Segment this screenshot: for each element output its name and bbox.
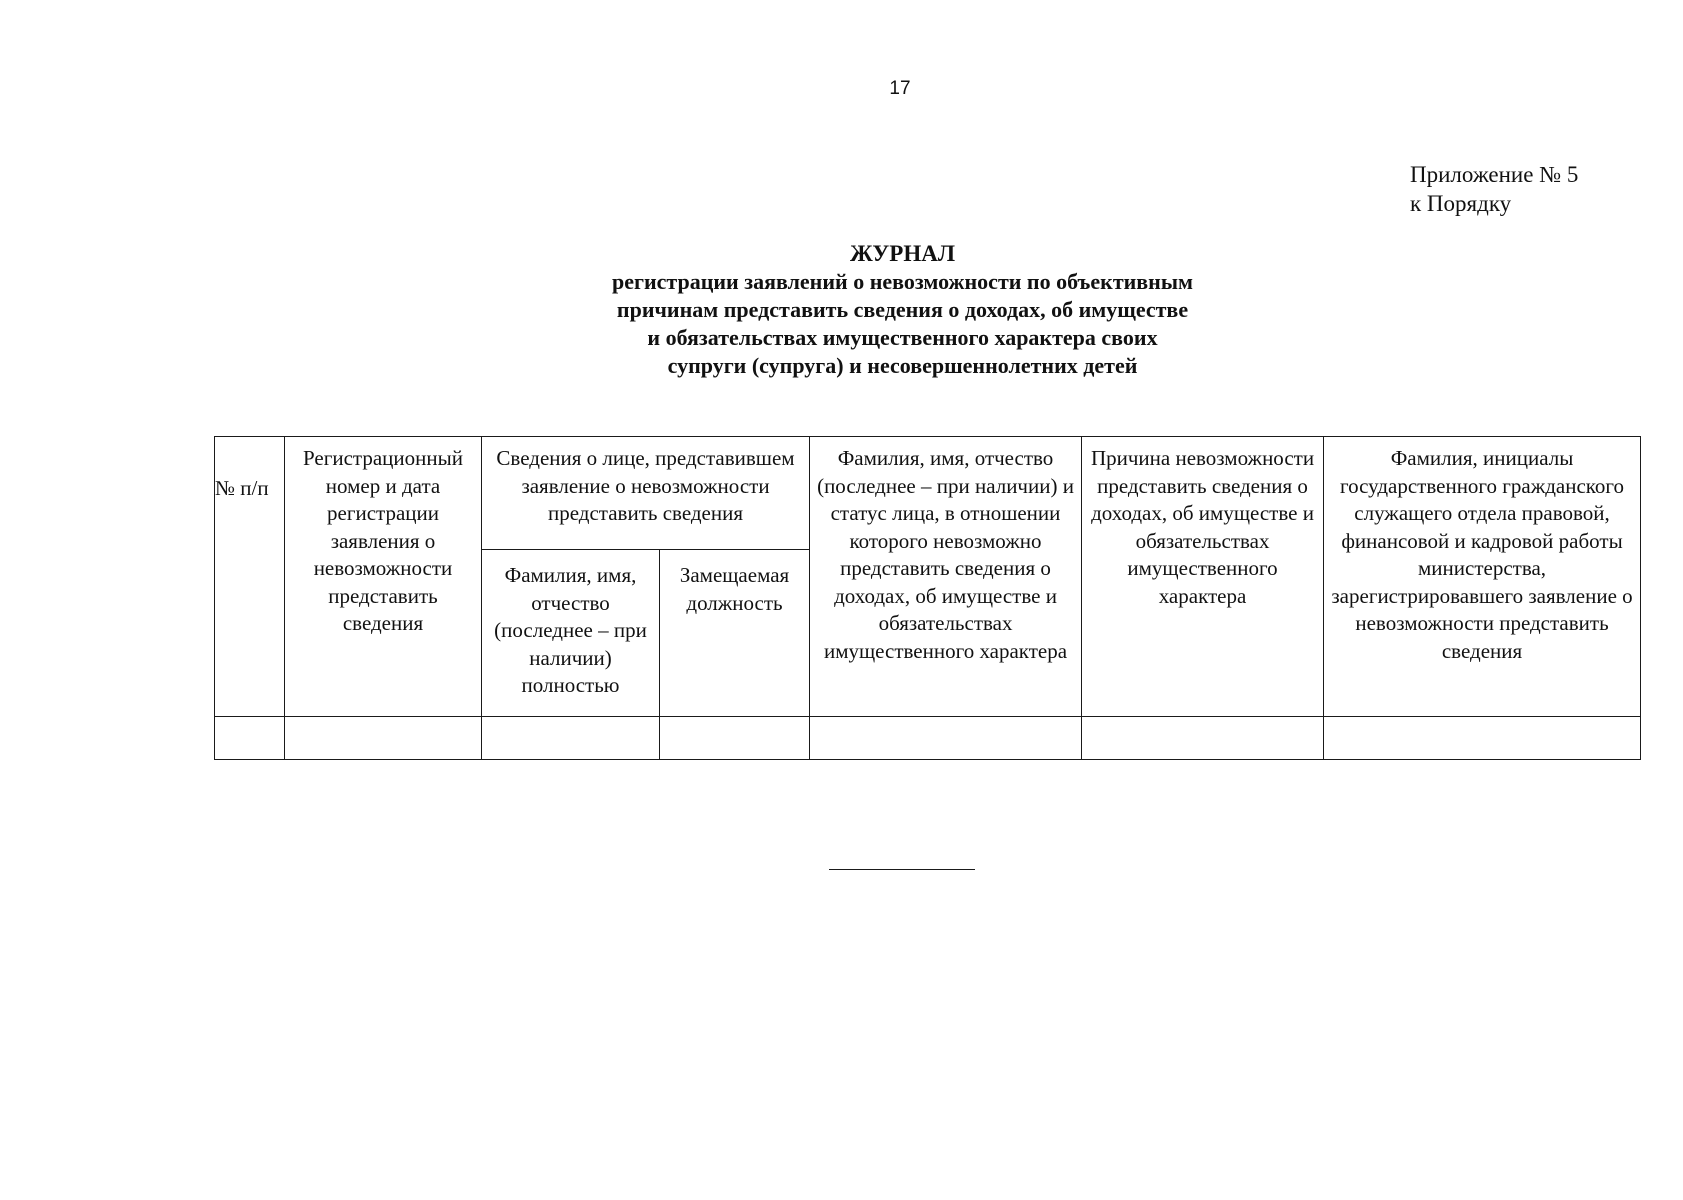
- table-row: [215, 717, 1641, 760]
- header-number: № п/п: [215, 437, 285, 717]
- title-main: ЖУРНАЛ: [850, 241, 955, 266]
- appendix-line-1: Приложение № 5: [1410, 162, 1579, 187]
- title-line-4: супруги (супруга) и несовершеннолетних детей: [667, 353, 1138, 378]
- table-cell: [1324, 717, 1641, 760]
- table-cell: [482, 717, 660, 760]
- appendix-line-2: к Порядку: [1410, 191, 1512, 216]
- title-line-1: регистрации заявлений о невозможности по объективным: [611, 269, 1194, 294]
- appendix-label: [1410, 160, 1578, 218]
- header-officer: Фамилия, инициалы государственного гражданского служащего отдела правовой, финансовой и кадровой работы министерства, зарегистрировавшего заявление о невозможности представить сведения: [1324, 437, 1641, 717]
- table-cell: [660, 717, 810, 760]
- table-cell: [810, 717, 1082, 760]
- header-row: [215, 437, 1641, 550]
- table-cell: [1082, 717, 1324, 760]
- page-number: 17: [889, 78, 911, 99]
- closing-rule: [829, 869, 975, 870]
- header-reason: Причина невозможности представить сведения о доходах, об имуществе и обязательствах имущественного характера: [1082, 437, 1324, 717]
- table-cell: [215, 717, 285, 760]
- header-person-name: Фамилия, имя, отчество (последнее – при наличии) полностью: [482, 550, 660, 717]
- table-cell: [285, 717, 482, 760]
- header-relative: Фамилия, имя, отчество (последнее – при наличии) и статус лица, в отношении которого невозможно представить сведения о доходах, об имуществе и обязательствах имущественного характера: [810, 437, 1082, 717]
- title-line-2: причинам представить сведения о доходах, об имуществе: [616, 297, 1189, 322]
- journal-table: [214, 436, 1641, 760]
- header-registration: Регистрационный номер и дата регистрации заявления о невозможности представить сведения: [285, 437, 482, 717]
- header-person-position: Замещаемая должность: [660, 550, 810, 717]
- document-title: [500, 240, 1305, 380]
- title-line-3: и обязательствах имущественного характера своих: [647, 325, 1158, 350]
- header-person-group: Сведения о лице, представившем заявление о невозможности представить сведения: [482, 437, 810, 550]
